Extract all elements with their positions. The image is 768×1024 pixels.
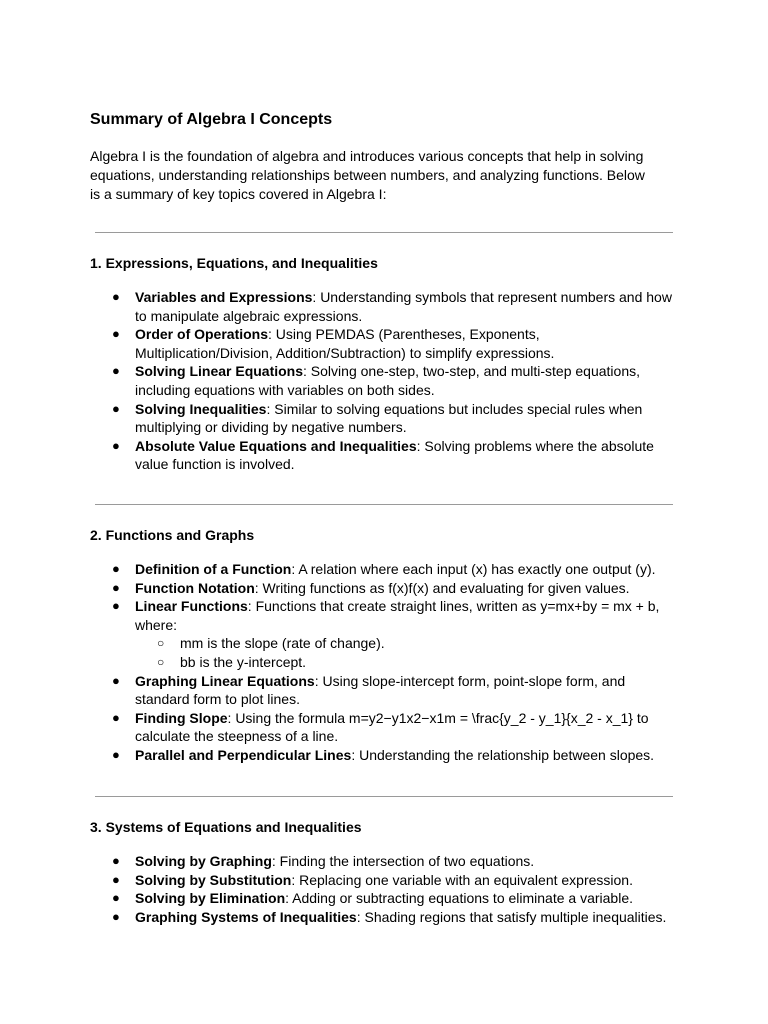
horizontal-rule — [95, 796, 673, 797]
horizontal-rule — [95, 504, 673, 505]
horizontal-rule — [95, 232, 673, 233]
sub-item-text: mm is the slope (rate of change). — [180, 635, 385, 652]
item-text: : Solving one-step, two-step, and multi-step equations, including equations with variables on both sides. — [135, 363, 640, 398]
bullet-icon: ● — [112, 709, 120, 725]
document-title: Summary of Algebra I Concepts — [90, 111, 333, 128]
list-item — [90, 908, 680, 927]
bullet-icon: ● — [112, 579, 120, 595]
item-term: Parallel and Perpendicular Lines — [135, 746, 352, 763]
item-text: : Similar to solving equations but includes special rules when multiplying or dividing by negative numbers. — [135, 400, 643, 436]
bullet-icon: ● — [112, 746, 120, 762]
list-item — [90, 672, 680, 709]
list-item — [90, 362, 680, 399]
item-term: Variables and Expressions — [135, 289, 313, 305]
item-text: : Finding the intersection of two equations. — [271, 853, 535, 869]
item-term: Solving by Elimination — [135, 890, 286, 907]
bullet-icon: ● — [112, 363, 120, 379]
list-item — [90, 437, 680, 474]
item-term: Graphing Linear Equations — [135, 672, 315, 689]
sub-item-text: bb is the y-intercept. — [180, 653, 307, 670]
section-heading: 1. Expressions, Equations, and Inequalities — [90, 255, 378, 271]
bullet-list — [90, 560, 680, 765]
item-term: Linear Functions — [135, 598, 248, 615]
item-text: : A relation where each input (x) has exactly one output (y). — [291, 561, 656, 577]
bullet-icon: ● — [112, 437, 120, 453]
item-text: : Using the formula m=y2−y1x2−x1m = \frac{y_2 - y_1}{x_2 - x_1} to calculate the steepness of a line. — [135, 709, 649, 745]
section-heading: 3. Systems of Equations and Inequalities — [90, 819, 362, 835]
sub-list-item — [135, 634, 680, 653]
list-item — [90, 288, 680, 325]
item-term: Solving by Substitution — [135, 871, 292, 888]
list-item — [90, 579, 680, 598]
item-term: Solving Inequalities — [135, 400, 267, 417]
item-text: : Replacing one variable with an equivalent expression. — [291, 871, 633, 888]
list-item — [90, 325, 680, 362]
list-item — [90, 560, 680, 579]
list-item — [90, 709, 680, 746]
sub-list-item — [135, 653, 680, 672]
item-term: Function Notation — [135, 579, 255, 596]
bullet-icon: ● — [112, 672, 120, 688]
sub-list — [135, 634, 680, 671]
item-text: : Shading regions that satisfy multiple inequalities. — [356, 908, 667, 925]
hollow-bullet-icon: ○ — [157, 636, 165, 651]
list-item — [90, 597, 680, 671]
list-item — [90, 889, 680, 908]
item-term: Order of Operations — [135, 326, 269, 343]
item-term: Graphing Systems of Inequalities — [135, 908, 357, 925]
item-term: Solving by Graphing — [135, 853, 272, 869]
item-term: Finding Slope — [135, 709, 228, 726]
item-text: : Functions that create straight lines, written as y=mx+by = mx + b, where: — [135, 598, 660, 633]
bullet-list — [90, 852, 680, 926]
bullet-icon: ● — [112, 871, 120, 887]
bullet-list — [90, 288, 680, 474]
item-term: Absolute Value Equations and Inequalities — [135, 437, 417, 454]
bullet-icon: ● — [112, 561, 120, 576]
hollow-bullet-icon: ○ — [157, 654, 165, 669]
bullet-icon: ● — [112, 890, 120, 906]
intro-paragraph: Algebra I is the foundation of algebra and introduces various concepts that help in solving equations, understanding relationships between numbers, and analyzing functions. Below is a summary of key topics covered in Algebra I: — [90, 148, 645, 202]
list-item — [90, 400, 680, 437]
bullet-icon: ● — [112, 598, 120, 614]
list-item — [90, 871, 680, 890]
item-text: : Using slope-intercept form, point-slope form, and standard form to plot lines. — [135, 672, 626, 708]
item-text: : Understanding the relationship between slopes. — [351, 746, 655, 763]
item-text: : Adding or subtracting equations to eliminate a variable. — [285, 890, 634, 907]
item-term: Definition of a Function — [135, 561, 292, 577]
item-text: : Using PEMDAS (Parentheses, Exponents, Multiplication/Division, Addition/Subtraction) to simplify expressions. — [135, 326, 555, 361]
item-text: : Understanding symbols that represent numbers and how to manipulate algebraic expressions. — [135, 289, 672, 324]
bullet-icon: ● — [112, 289, 120, 304]
bullet-icon: ● — [112, 326, 120, 342]
list-item — [90, 746, 680, 765]
item-text: : Writing functions as f(x)f(x) and evaluating for given values. — [254, 579, 630, 596]
section-heading: 2. Functions and Graphs — [90, 527, 255, 543]
bullet-icon: ● — [112, 400, 120, 416]
item-text: : Solving problems where the absolute value function is involved. — [135, 437, 654, 473]
item-term: Solving Linear Equations — [135, 363, 304, 380]
list-item — [90, 852, 680, 871]
bullet-icon: ● — [112, 908, 120, 924]
bullet-icon: ● — [112, 853, 120, 868]
